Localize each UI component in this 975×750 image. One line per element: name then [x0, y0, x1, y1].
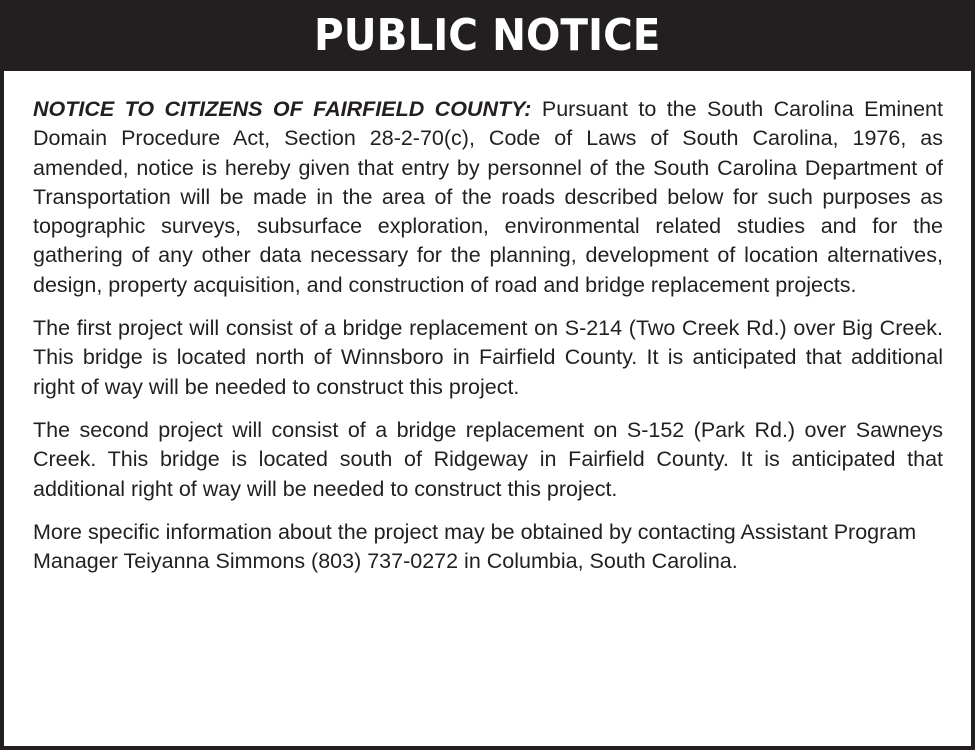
notice-title: PUBLIC NOTICE [314, 9, 661, 61]
notice-body [33, 95, 943, 590]
paragraph-intro [33, 95, 943, 300]
intro-lead: NOTICE TO CITIZENS OF FAIRFIELD COUNTY: [33, 97, 532, 121]
intro-text: Pursuant to the South Carolina Eminent Domain Procedure Act, Section 28-2-70(c), Code of Laws of South Carolina, 1976, as amended, notice is hereby given that entry by personnel of the South Carolina Department of Transportation will be made in the area of the roads described below for such purposes as topographic surveys, subsurface exploration, environmental related studies and for the gathering of any other data necessary for the planning, development of location alternatives, design, property acquisition, and construction of road and bridge replacement projects. [33, 97, 943, 297]
paragraph-first-project: The first project will consist of a bridge replacement on S-214 (Two Creek Rd.) over Big Creek. This bridge is located north of Winnsboro in Fairfield County. It is anticipated that additional right of way will be needed to construct this project. [33, 316, 943, 399]
notice-header [0, 0, 975, 71]
paragraph-contact: More specific information about the project may be obtained by contacting Assistant Program Manager Teiyanna Simmons (803) 737-0272 in Columbia, South Carolina. [33, 519, 917, 574]
paragraph-second-project: The second project will consist of a bridge replacement on S-152 (Park Rd.) over Sawneys Creek. This bridge is located south of Ridgeway in Fairfield County. It is anticipated that additional right of way will be needed to construct this project. [33, 417, 943, 501]
